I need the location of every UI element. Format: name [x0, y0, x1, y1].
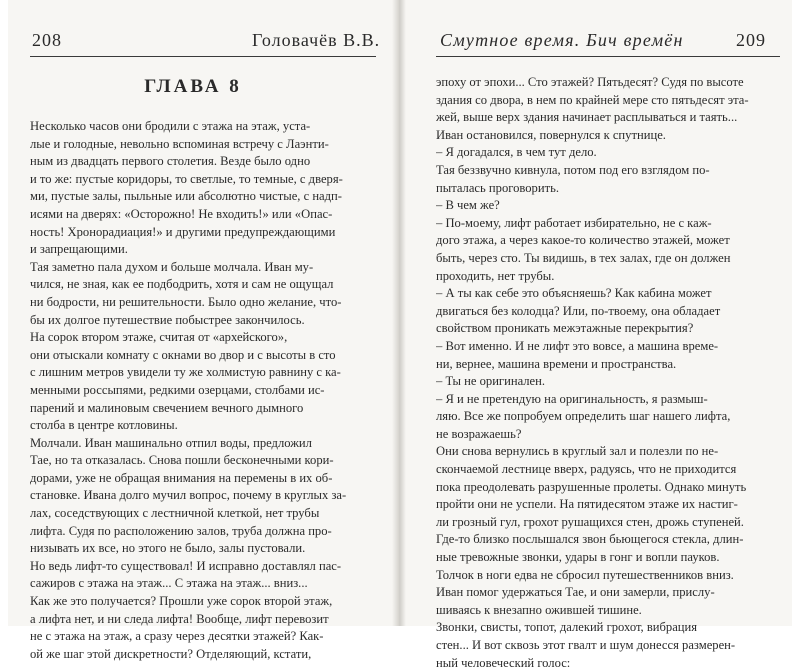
text-line: пока преодолевать разрушенные пролеты. Однако минуть [436, 479, 747, 494]
text-line: менными россыпями, редкими озерцами, столбами ис- [30, 382, 325, 397]
text-line: Молчали. Иван машинально отпил воды, предложил [30, 435, 312, 450]
text-line: Тае, но та отказалась. Снова пошли бесконечными кори- [30, 453, 334, 468]
text-line: пройти они не успели. На пятидесятом этаже их настиг- [436, 497, 738, 512]
body-text [30, 118, 378, 663]
text-line: шиваясь к внезапно ожившей тишине. [436, 602, 642, 617]
text-line: Тая беззвучно кивнула, потом под его взглядом по- [436, 162, 710, 177]
text-line: ми, пустые залы, пыльные или абсолютно чистые, с надп- [30, 189, 342, 204]
text-line: лах, соседствующих с лестничной клеткой, нет трубы [30, 506, 320, 521]
text-line: эпоху от эпохи... Сто этажей? Пятьдесят? Судя по высоте [436, 75, 744, 89]
text-line: – В чем же? [436, 198, 500, 213]
text-line: Звонки, свисты, топот, далекий грохот, вибрация [436, 620, 698, 635]
text-line: лифта. Судя по расположению залов, труба должна про- [30, 523, 332, 538]
text-line: исями на дверях: «Осторожно! Не входить!» или «Опас- [30, 206, 333, 221]
text-line: бы их долгое путешествие побыстрее закончилось. [30, 312, 305, 327]
text-line: не возражаешь? [436, 426, 522, 441]
text-line: а лифта нет, и ни следа лифта! Вообще, лифт перевозит [30, 611, 329, 626]
text-line: стен... И вот сквозь этот гвалт и шум донесся размерен- [436, 638, 736, 652]
body-text [436, 74, 782, 672]
running-head-title: Смутное время. Бич времён [440, 30, 684, 50]
text-line: – А ты как себе это объясняешь? Как кабина может [436, 286, 712, 301]
text-line: проходить, нет трубы. [436, 268, 555, 283]
text-line: и то же: пустые коридоры, то светлые, то темные, с дверя- [30, 171, 343, 186]
page-number: 209 [736, 30, 766, 50]
text-line: с лишним метров увидели ту же холмистую равнину с ка- [30, 365, 341, 380]
text-line: – Ты не оригинален. [436, 374, 546, 389]
text-line: – Вот именно. И не лифт это вовсе, а машина време- [436, 338, 719, 353]
right-page [406, 0, 792, 670]
text-line: Несколько часов они бродили с этажа на этаж, уста- [30, 119, 311, 133]
text-line: ни, вернее, машина времени и пространства. [436, 356, 677, 371]
text-line: дорами, уже не обращая внимания на перемены в их об- [30, 470, 333, 485]
text-line: Но ведь лифт-то существовал! И исправно доставлял пас- [30, 558, 342, 573]
book-gutter [392, 0, 406, 626]
text-line: На сорок втором этаже, считая от «архейского», [30, 330, 288, 345]
text-line: скончаемой лестнице вверх, радуясь, что не приходится [436, 462, 737, 477]
text-line: ный человеческий голос: [436, 655, 571, 670]
text-line: жей, выше верх здания начинает расплываться и таять... [436, 110, 738, 125]
text-line: Толчок в ноги едва не сбросил путешественников вниз. [436, 567, 734, 582]
text-line: пыталась проговорить. [436, 180, 559, 195]
text-line: ным из двадцать первого столетия. Везде было одно [30, 154, 311, 169]
header-rule [436, 56, 780, 57]
text-line: здания со двора, в нем по крайней мере сто пятьдесят эта- [436, 92, 749, 107]
text-line: становке. Ивана долго мучил вопрос, почему в круглых за- [30, 488, 347, 503]
text-line: чился, не зная, как ее подбодрить, хотя и сам не ощущал [30, 277, 334, 292]
text-line: не с этажа на этаж, а сразу через десятки этажей? Как- [30, 629, 324, 644]
text-line: свойством проникать межэтажные перекрытия? [436, 321, 694, 336]
text-line: ли грозный гул, грохот рушащихся стен, дрожь ступеней. [436, 514, 744, 529]
text-line: Они снова вернулись в круглый зал и полезли по не- [436, 444, 719, 459]
text-line: лые и голодные, невольно вспоминая встречу с Лаэнти- [30, 136, 329, 151]
text-line: они отыскали комнату с окнами во двор и с высоты в сто [30, 347, 336, 362]
text-line: быть, через сто. Ты видишь, в тех залах, где он должен [436, 250, 731, 265]
text-line: низывать их все, но этого не было, залы пустовали. [30, 541, 306, 556]
text-line: Тая заметно пала духом и больше молчала. Иван му- [30, 259, 314, 274]
text-line: – Я и не претендую на оригинальность, я размыш- [436, 391, 708, 406]
text-line: Где-то близко послышался звон бьющегося стекла, длин- [436, 532, 744, 547]
header-rule [30, 56, 376, 57]
text-line: дого этажа, а через какое-то количество этажей, может [436, 233, 730, 248]
text-line: сажиров с этажа на этаж... С этажа на этаж... вниз... [30, 576, 308, 591]
text-line: ные тревожные звонки, удары в гонг и вопли пауков. [436, 550, 720, 565]
text-line: Как же это получается? Прошли уже сорок второй этаж, [30, 594, 333, 609]
text-line: ой же шаг этой дискретности? Отделяющий, кстати, [30, 646, 312, 661]
text-line: ность! Хронорадиация!» и другими предупреждающими [30, 224, 336, 239]
page-number: 208 [32, 30, 62, 50]
text-line: ляю. Все же попробуем определить шаг нашего лифта, [436, 409, 731, 424]
text-line: – По-моему, лифт работает избирательно, не с каж- [436, 215, 712, 230]
text-line: двигаться без колодца? Или, по-твоему, она обладает [436, 303, 721, 318]
text-line: ни бодрости, ни решительности. Было одно желание, что- [30, 294, 342, 309]
text-line: Иван остановился, повернулся к спутнице. [436, 127, 666, 142]
running-head-author: Головачёв В.В. [252, 30, 381, 50]
text-line: Иван помог удержаться Тае, и они замерли, прислу- [436, 585, 715, 600]
text-line: и запрещающими. [30, 242, 128, 257]
text-line: столба в центре котловины. [30, 418, 178, 433]
left-page [8, 0, 392, 661]
text-line: парений и малиновым свечением вечного дымного [30, 400, 304, 415]
text-line: – Я догадался, в чем тут дело. [436, 145, 597, 160]
chapter-title: ГЛАВА 8 [144, 76, 242, 97]
